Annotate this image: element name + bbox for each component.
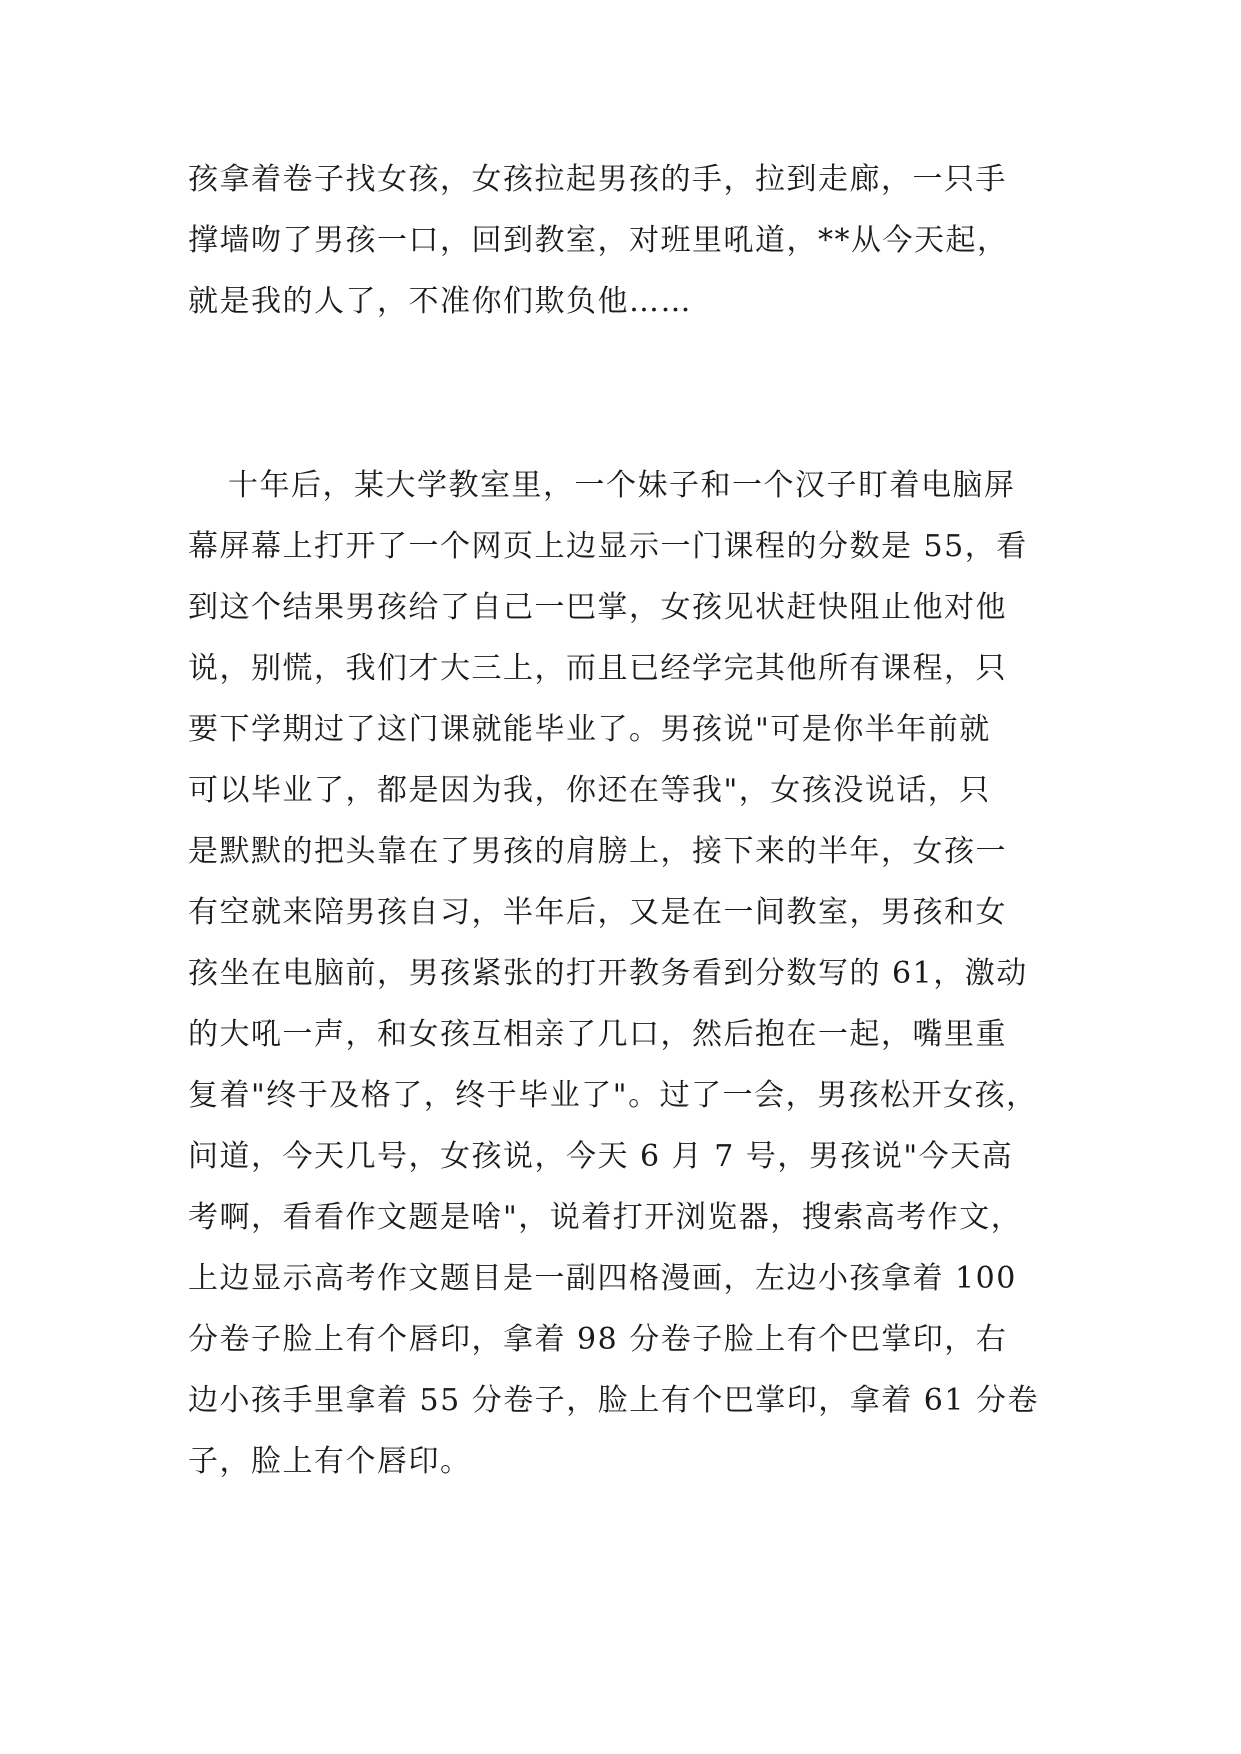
paragraph-2-line-10: 的大吼一声，和女孩互相亲了几口，然后抱在一起，嘴里重 bbox=[188, 1017, 1007, 1052]
paragraph-2-line-12: 问道，今天几号，女孩说，今天 6 月 7 号，男孩说"今天高 bbox=[188, 1139, 1014, 1174]
paragraph-2-line-5: 要下学期过了这门课就能毕业了。男孩说"可是你半年前就 bbox=[188, 712, 991, 747]
paragraph-2-line-11: 复着"终于及格了，终于毕业了"。过了一会，男孩松开女孩， bbox=[188, 1078, 1038, 1113]
paragraph-1-line-1: 孩拿着卷子找女孩，女孩拉起男孩的手，拉到走廊，一只手 bbox=[188, 162, 1007, 197]
paragraph-2-line-15: 分卷子脸上有个唇印，拿着 98 分卷子脸上有个巴掌印，右 bbox=[188, 1322, 1008, 1357]
paragraph-2-line-17: 子，脸上有个唇印。 bbox=[188, 1444, 472, 1479]
paragraph-2-line-8: 有空就来陪男孩自习，半年后，又是在一间教室，男孩和女 bbox=[188, 895, 1007, 930]
paragraph-2-line-14: 上边显示高考作文题目是一副四格漫画，左边小孩拿着 100 bbox=[188, 1261, 1017, 1296]
paragraph-1-line-3: 就是我的人了，不准你们欺负他…… bbox=[188, 284, 692, 319]
paragraph-2-line-16: 边小孩手里拿着 55 分卷子，脸上有个巴掌印，拿着 61 分卷 bbox=[188, 1383, 1039, 1418]
paragraph-2-line-3: 到这个结果男孩给了自己一巴掌，女孩见状赶快阻止他对他 bbox=[188, 590, 1007, 625]
paragraph-2-line-7: 是默默的把头靠在了男孩的肩膀上，接下来的半年，女孩一 bbox=[188, 834, 1007, 869]
paragraph-2-line-9: 孩坐在电脑前，男孩紧张的打开教务看到分数写的 61，激动 bbox=[188, 956, 1028, 991]
paragraph-2-line-1: 十年后，某大学教室里，一个妹子和一个汉子盯着电脑屏 bbox=[228, 468, 1016, 503]
paragraph-2-line-4: 说，别慌，我们才大三上，而且已经学完其他所有课程，只 bbox=[188, 651, 1007, 686]
paragraph-2-line-2: 幕屏幕上打开了一个网页上边显示一门课程的分数是 55，看 bbox=[188, 529, 1028, 564]
paragraph-2-line-13: 考啊，看看作文题是啥"，说着打开浏览器，搜索高考作文， bbox=[188, 1200, 1023, 1235]
paragraph-2-line-6: 可以毕业了，都是因为我，你还在等我"，女孩没说话，只 bbox=[188, 773, 991, 808]
paragraph-1-line-2: 撑墙吻了男孩一口，回到教室，对班里吼道，**从今天起， bbox=[188, 223, 1009, 258]
